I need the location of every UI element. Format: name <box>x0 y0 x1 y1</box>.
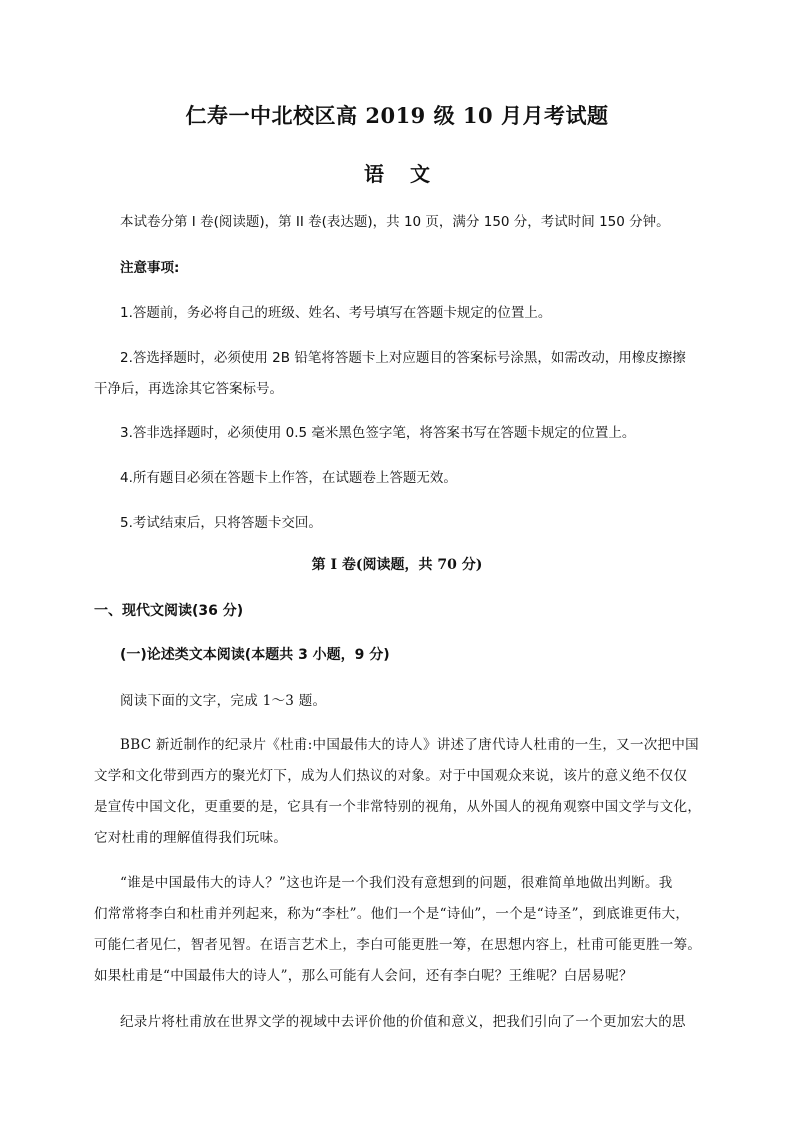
passage-line: 文学和文化带到西方的聚光灯下，成为人们热议的对象。对于中国观众来说，该片的意义绝不仅仅 <box>94 768 688 784</box>
subject-title: 语文 <box>364 162 456 186</box>
passage-line: 是宣传中国文化，更重要的是，它具有一个非常特别的视角，从外国人的视角观察中国文学与文化， <box>94 799 702 815</box>
note-item-continued: 干净后，再选涂其它答案标号。 <box>94 381 283 397</box>
volume-title: 第 I 卷(阅读题，共 70 分) <box>311 557 483 573</box>
note-item: 3.答非选择题时，必须使用 0.5 毫米黑色签字笔，将答案书写在答题卡规定的位置上。 <box>120 425 636 441</box>
note-item: 4.所有题目必须在答题卡上作答，在试题卷上答题无效。 <box>120 470 457 486</box>
part-title: 一、现代文阅读(36 分) <box>94 603 244 619</box>
subsection-title: (一)论述类文本阅读(本题共 3 小题，9 分) <box>120 647 390 663</box>
exam-title: 仁寿一中北校区高 2019 级 10 月月考试题 <box>185 103 609 128</box>
note-item: 5.考试结束后，只将答题卡交回。 <box>120 515 322 531</box>
passage-line: 可能仁者见仁，智者见智。在语言艺术上，李白可能更胜一筹，在思想内容上，杜甫可能更胜一筹。 <box>94 937 702 953</box>
passage-line: 纪录片将杜甫放在世界文学的视域中去评价他的价值和意义，把我们引向了一个更加宏大的思 <box>120 1014 686 1030</box>
note-item: 1.答题前，务必将自己的班级、姓名、考号填写在答题卡规定的位置上。 <box>120 305 552 321</box>
note-item: 2.答选择题时，必须使用 2B 铅笔将答题卡上对应题目的答案标号涂黑，如需改动，用橡皮擦擦 <box>120 350 686 366</box>
passage-line: 们常常将李白和杜甫并列起来，称为“李杜”。他们一个是“诗仙”，一个是“诗圣”，到底谁更伟大， <box>94 906 690 922</box>
paper-info: 本试卷分第 I 卷(阅读题)，第 II 卷(表达题)，共 10 页，满分 150 分，考试时间 150 分钟。 <box>120 214 670 230</box>
passage-line: 它对杜甫的理解值得我们玩味。 <box>94 830 288 846</box>
notes-title: 注意事项: <box>120 260 180 276</box>
passage-line: BBC 新近制作的纪录片《杜甫:中国最伟大的诗人》讲述了唐代诗人杜甫的一生，又一次把中国 <box>120 737 699 753</box>
passage-line: “谁是中国最伟大的诗人？”这也许是一个我们没有意想到的问题，很难简单地做出判断。我 <box>120 875 673 891</box>
reading-instruction: 阅读下面的文字，完成 1～3 题。 <box>120 693 327 709</box>
passage-line: 如果杜甫是“中国最伟大的诗人”，那么可能有人会问，还有李白呢？王维呢？白居易呢？ <box>94 968 633 984</box>
